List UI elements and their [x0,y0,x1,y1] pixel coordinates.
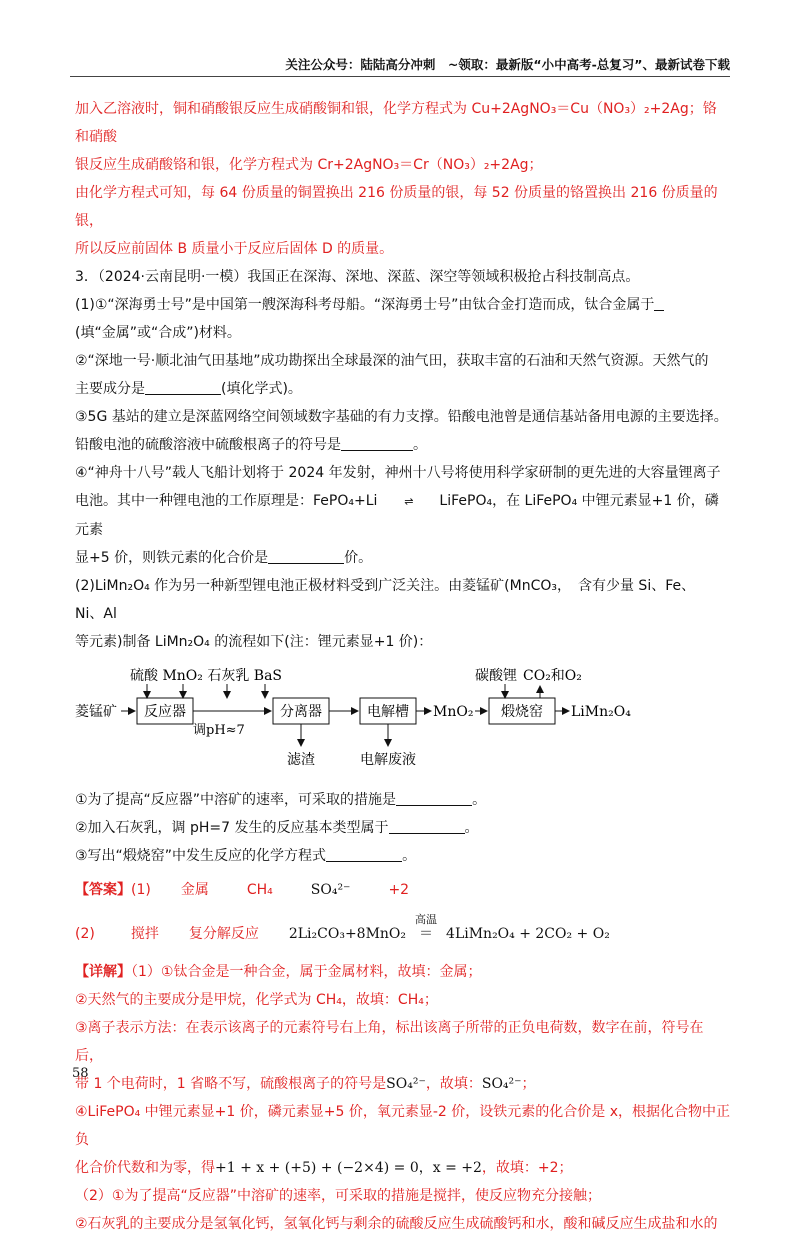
raw-ore-label: 菱锰矿 [75,704,117,720]
li2co3-label: 碳酸锂 [475,668,517,684]
detail-text: ； [521,1076,536,1092]
detail-line-6 [75,1154,730,1182]
waste-label: 电解废液 [360,752,416,768]
question-part-5b: 等元素)制备 LiMn₂O₄ 的流程如下(注：锂元素显+1 价)： [75,634,433,650]
q-text: ②加入石灰乳，调 pH=7 发生的反应基本类型属于 [75,820,389,836]
detail-text: 化合价代数和为零，得 [75,1160,215,1176]
question-part-1b: (填“金属”或“合成”)材料。 [75,325,241,341]
answer-blank [145,378,221,395]
answer-blank [268,547,344,564]
reactor-inputs-label: 硫酸 MnO₂ 石灰乳 BaS [130,668,283,684]
answer-label: 【答案】 [75,882,131,898]
q-text: (填化学式)。 [221,381,302,397]
q-text: 主要成分是 [75,381,145,397]
q-text: (1)①“深海勇士号”是中国第一艘深海科考母船。“深海勇士号”由钛合金打造而成，钛合金属于 [75,297,655,313]
reactor-label: 反应器 [144,704,186,720]
sub-question-1 [75,786,730,814]
kiln-label: 煅烧窑 [501,704,543,720]
page-number: 58 [72,1066,89,1081]
q-text: 电池。其中一种锂电池的工作原理是：FePO₄+Li [75,493,378,509]
detail-line-8: ②石灰乳的主要成分是氢氧化钙，氢氧化钙与剩余的硫酸反应生成硫酸钙和水，酸和碱反应生成盐和水的 [75,1216,718,1232]
question-part-4a: ④“神舟十八号”载人飞船计划将于 2024 年发射，神州十八号将使用科学家研制的更先进的大容量锂离子 [75,465,721,481]
answer-4: +2 [388,882,410,898]
sub-question-3 [75,842,730,870]
intro-line-2: 银反应生成硝酸铬和银，化学方程式为 Cr+2AgNO₃＝Cr（NO₃）₂+2Ag； [75,157,543,173]
question-3-title: 3．（2024·云南昆明·一模）我国正在深海、深地、深蓝、深空等领域积极抢占科技制高点。 [75,269,640,285]
answer-6: 复分解反应 [188,926,259,942]
q-text: 。 [402,848,417,864]
q-text: 价。 [344,550,373,566]
detail-line-5: ④LiFePO₄ 中锂元素显+1 价，磷元素显+5 价，氧元素显-2 价，设铁元素的化合价是 x，根据化合物中正负 [75,1104,730,1148]
answer-5: 搅拌 [130,926,159,942]
equals-icon: ＝ [419,926,434,942]
detail-text: ，故填：+2； [481,1160,573,1176]
process-flow-diagram [75,660,730,780]
q-text: 。 [464,820,479,836]
q-text: 铅酸电池的硫酸溶液中硫酸根离子的符号是 [75,437,341,453]
q-text: 。 [472,792,487,808]
question-part-4c [75,544,730,572]
answer-2: CH₄ [246,882,273,898]
reversible-arrow-icon: ⇌ [404,495,413,508]
answer-blank [326,845,402,862]
question-part-4b [75,487,730,544]
gases-label: CO₂和O₂ [523,668,582,684]
header-rule [70,76,730,77]
sulfate-ion: SO₄²⁻ [386,1076,426,1092]
detail-text: （1）①钛合金是一种合金，属于金属材料，故填：金属； [131,964,482,980]
equation-condition [406,913,446,948]
answer-part-1: (1) [131,882,151,898]
equation-left: 2Li₂CO₃+8MnO₂ [288,926,407,942]
question-part-2b [75,375,730,403]
ph-label: 调pH≈7 [193,723,245,738]
detail-label: 【详解】 [75,964,131,980]
answer-blank [341,434,413,451]
separator-label: 分离器 [280,704,322,720]
answer-row-1 [75,870,730,910]
question-part-5a: (2)LiMn₂O₄ 作为另一种新型锂电池正极材料受到广泛关注。由菱锰矿(MnCO₃， 含有少量 Si、Fe、 Ni、Al [75,578,703,622]
sulfate-ion-answer: SO₄²⁻ [481,1076,522,1092]
q-text: 。 [413,437,427,453]
detail-text: 带 1 个电荷时，1 省略不写，硫酸根离子的符号是 [75,1076,387,1092]
electrolyzer-label: 电解槽 [367,704,409,720]
intro-line-3: 由化学方程式可知，每 64 份质量的铜置换出 216 份质量的银，每 52 份质量的铬置换出 216 份质量的银， [75,185,718,229]
detail-line-3: ③离子表示方法：在表示该离子的元素符号右上角，标出该离子所带的正负电荷数，数字在前，符号在后， [75,1020,704,1064]
valence-equation: +1 + x + (+5) + (−2×4) = 0，x = +2 [215,1160,482,1176]
page-header: 关注公众号：陆陆高分冲刺 ~领取：最新版“小中高考-总复习”、最新试卷下载 [285,57,730,72]
sub-question-2 [75,814,730,842]
mno2-label: MnO₂ [433,704,474,720]
residue-label: 滤渣 [287,752,315,768]
product-label: LiMn₂O₄ [571,704,631,720]
page-content [75,95,730,1238]
detail-line-7: （2）①为了提高“反应器”中溶矿的速率，可采取的措施是搅拌，使反应物充分接触； [75,1188,601,1204]
condition-label: 高温 [415,913,438,926]
q-text: ③写出“煅烧窑”中发生反应的化学方程式 [75,848,327,864]
intro-line-4: 所以反应前固体 B 质量小于反应后固体 D 的质量。 [75,241,394,257]
answer-blank [654,294,664,311]
detail-text: ，故填： [425,1076,482,1092]
flow-svg [75,660,675,780]
equation-right: 4LiMn₂O₄ + 2CO₂ + O₂ [446,926,610,942]
detail-line-2: ②天然气的主要成分是甲烷，化学式为 CH₄，故填：CH₄； [75,992,438,1008]
answer-row-2 [75,910,730,958]
q-text: ①为了提高“反应器”中溶矿的速率，可采取的措施是 [75,792,397,808]
intro-line-1: 加入乙溶液时，铜和硝酸银反应生成硝酸铜和银，化学方程式为 Cu+2AgNO₃＝Cu（NO₃）₂+2Ag；铬和硝酸 [75,101,717,145]
q-text: 显+5 价，则铁元素的化合价是 [75,550,269,566]
answer-blank [396,789,472,806]
answer-blank [389,817,465,834]
q-text: LiFePO₄，在 LiFePO₄ 中锂元素显+1 价，磷元素 [75,493,719,538]
question-part-2a: ②“深地一号·顺北油气田基地”成功勘探出全球最深的油气田，获取丰富的石油和天然气资源。天然气的 [75,353,709,369]
detail-line-1 [75,958,730,986]
answer-1: 金属 [180,882,209,898]
question-part-3a: ③5G 基站的建立是深蓝网络空间领域数字基础的有力支撑。铅酸电池曾是通信基站备用电源的主要选择。 [75,409,728,425]
detail-line-4 [75,1070,730,1098]
answer-3: SO₄²⁻ [310,882,351,898]
question-part-1a [75,291,730,319]
answer-part-2: (2) [75,926,95,942]
question-part-3b [75,431,730,459]
